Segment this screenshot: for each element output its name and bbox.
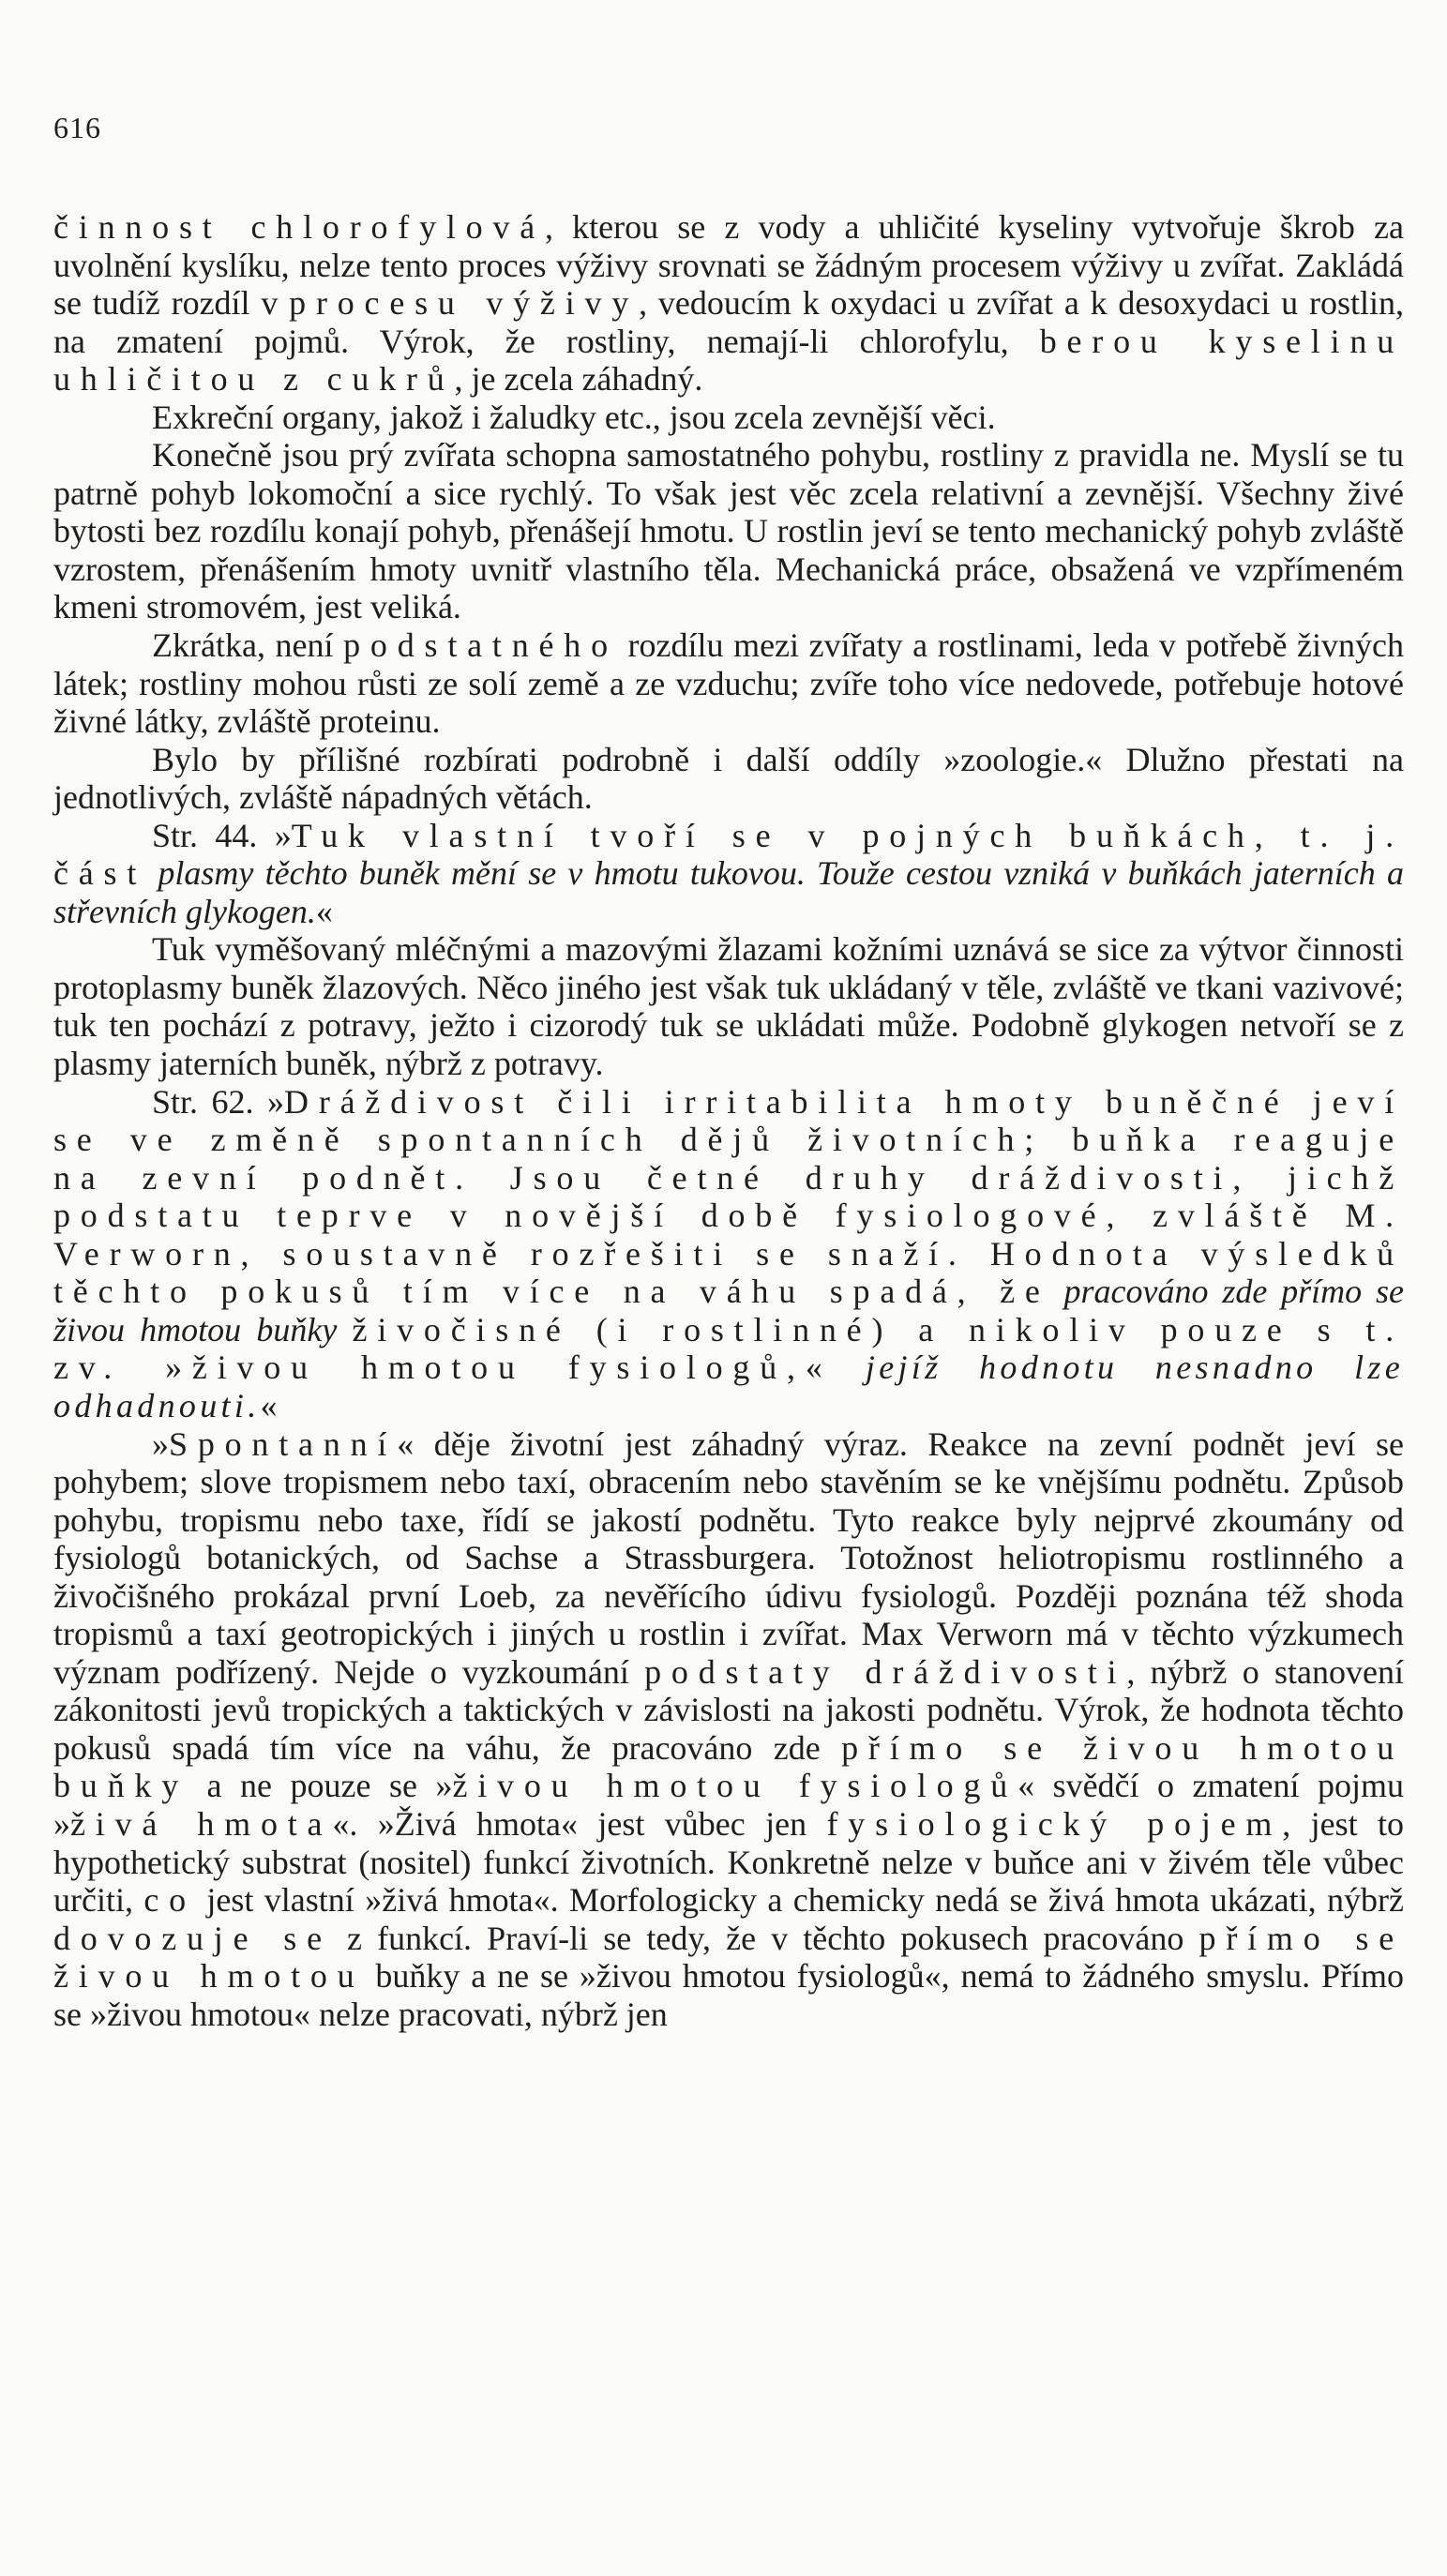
emphasized-text: přímo se živou hmotou <box>53 1919 1405 1996</box>
text-run: Str. 44. » <box>152 816 292 854</box>
emphasized-text: Tuk vlastní tvoří se v pojných buňkách, t. j. část <box>53 816 1405 893</box>
text-run <box>146 854 158 892</box>
emphasized-text: podstatného <box>343 626 618 665</box>
emphasized-text: plasmy těchto buněk mění se v hmotu tukovou. Touže cestou vzniká v buňkách jaterních a střevních glykogen. <box>53 854 1404 930</box>
text-run: z funkcí. Praví-li se tedy, že v těchto pokusech pracováno <box>331 1919 1199 1957</box>
emphasized-text: jejíž hodnotu nesnadno lze odhadnouti. <box>53 1348 1405 1424</box>
emphasized-text: podstaty dráždivosti <box>644 1652 1127 1691</box>
text-run <box>833 1348 866 1386</box>
text-run: , jest to hypothetický substrat (nositel) funkcí životních. Konkretně nelze v buňce ani v živém těle vůbec určiti, <box>53 1804 1404 1920</box>
text-run: Konečně jsou prý zvířata schopna samostatného pohybu, rostliny z pravidla ne. Myslí se tu patrně pohyb lokomoční a sice rychlý. To však jest věc zcela relativní a zevnější. Všechny živé bytosti bez rozdílu konají pohyb, přenášejí hmotu. U rostlin jeví se tento mechanický pohyb zvláště vzrostem, přenášením hmoty uvnitř vlastního těla. Mechanická práce, obsažená ve vzpřímeném kmeni stromovém, jest veliká. <box>53 436 1404 626</box>
paragraph <box>53 626 1404 741</box>
paragraph <box>53 399 1404 437</box>
paragraph <box>53 436 1404 626</box>
emphasized-text: živá hmota <box>70 1804 333 1843</box>
text-run: « <box>315 892 333 930</box>
text-run: rozdílu mezi zvířaty a rostlinami, leda v potřebě živných látek; rostliny mohou růsti ze solí země a ze vzduchu; zvíře toho více nedovede, potřebuje hotové živné látky, zvláště proteinu. <box>53 626 1404 741</box>
text-run: , je zcela záhadný. <box>454 360 703 399</box>
paragraph <box>53 1083 1404 1425</box>
text-run: Zkrátka, není <box>152 626 344 665</box>
emphasized-text: Spontanní <box>169 1424 398 1463</box>
text-run: « <box>260 1386 278 1424</box>
paragraph <box>53 1425 1404 2034</box>
body-text <box>53 208 1404 2033</box>
paragraph <box>53 817 1404 931</box>
text-run: , vedoucím k oxydaci u zvířat a k desoxydaci u rostlin, na zmatení pojmů. Výrok, že rostliny, nemají-li chlorofylu, <box>53 284 1404 360</box>
paragraph <box>53 208 1404 399</box>
emphasized-text: co <box>143 1881 196 1920</box>
text-run: Tuk vyměšovaný mléčnými a mazovými žlazami kožními uznává se sice za výtvor činnosti protoplasmy buněk žlazových. Něco jiného jest však tuk ukládaný v těle, zvláště ve tkani vazivové; tuk ten pochází z potravy, ježto i cizorodý tuk se ukládati může. Podobně glykogen netvoří se z plasmy jaterních buněk, nýbrž z potravy. <box>53 930 1404 1083</box>
emphasized-text: živou hmotou fysiologů <box>452 1767 1018 1805</box>
text-run: Str. 62. » <box>152 1082 285 1121</box>
emphasized-text: Dráždivost čili irritabilita hmoty buněčné jeví se ve změně spontanních dějů životních; buňka reaguje na zevní podnět. Jsou četné druhy dráždivosti, jichž podstatu teprve v novější době fysiologové, zvláště M. Verworn, soustavně rozřešiti se snaží. Hodnota výsledků těchto pokusů tím více na váhu spadá, že <box>53 1082 1404 1311</box>
emphasized-text: procesu výživy <box>289 284 640 323</box>
emphasized-text: činnost chlorofylová <box>53 208 546 246</box>
text-run: « svědčí o zmatení pojmu » <box>53 1767 1405 1843</box>
text-run: « děje životní jest záhadný výraz. Reakce na zevní podnět jeví se pohybem; slove tropismem nebo taxí, obracením nebo stavěním se ke vnějšímu podnětu. Způsob pohybu, tropismu nebo taxe, řídí se jakostí podnětu. Tyto reakce byly nejprvé zkoumány od fysiologů botanických, od Sachse a Strassburgera. Totožnost heliotropismu rostlinného a živočišného prokázal první Loeb, za nevěřícího údivu fysiologů. Později poznána též shoda tropismů a taxí geotropických i jiných u rostlin i zvířat. Max Verworn má v těchto výzkumech význam podřízený. Nejde o vyzkoumání <box>53 1424 1404 1691</box>
text-run <box>1050 1273 1064 1310</box>
text-run: , nýbrž o stanovení zákonitosti jevů tropických a taktických v závislosti na jakosti podnětu. Výrok, že hodnota těchto pokusů spadá tím více na váhu, že pracováno zde <box>53 1652 1405 1767</box>
paragraph <box>53 930 1404 1082</box>
emphasized-text: pracováno zde přímo se živou hmotou buňky <box>53 1273 1404 1348</box>
emphasized-text: přímo se živou hmotou buňky <box>53 1728 1404 1805</box>
text-run: Bylo by přílišné rozbírati podrobně i další oddíly »zoologie.« Dlužno přestati na jednotlivých, zvláště nápadných větách. <box>53 740 1404 817</box>
page-number: 616 <box>53 111 101 144</box>
emphasized-text: dovozuje se <box>53 1919 332 1957</box>
emphasized-text: živočisné (i rostlinné) a nikoliv pouze s t. zv. »živou hmotou fysiologů,« <box>53 1310 1404 1387</box>
text-run: , kterou se z vody a uhličité kyseliny vytvořuje škrob za uvolnění kyslíku, nelze tento proces výživy srovnati se žádným procesem výživy u zvířat. Zakládá se tudíž rozdíl v <box>53 208 1404 323</box>
text-run: jest vlastní »živá hmota«. Morfologicky a chemicky nedá se živá hmota ukázati, nýbrž <box>195 1881 1404 1920</box>
emphasized-text: berou kyselinu uhličitou z cukrů <box>53 322 1404 399</box>
text-run: «. »Živá hmota« jest vůbec jen <box>332 1804 827 1843</box>
text-run: Exkreční organy, jakož i žaludky etc., jsou zcela zevnější věci. <box>152 398 996 436</box>
text-run <box>337 1311 352 1348</box>
paragraph <box>53 741 1404 817</box>
emphasized-text: fysiologický pojem <box>826 1804 1283 1843</box>
text-run: buňky a ne se »živou hmotou fysiologů«, nemá to žádného smyslu. Přímo se »živou hmotou« nelze pracovati, nýbrž jen <box>53 1957 1404 2033</box>
text-run: » <box>152 1424 169 1463</box>
text-run: a ne pouze se » <box>188 1767 453 1805</box>
